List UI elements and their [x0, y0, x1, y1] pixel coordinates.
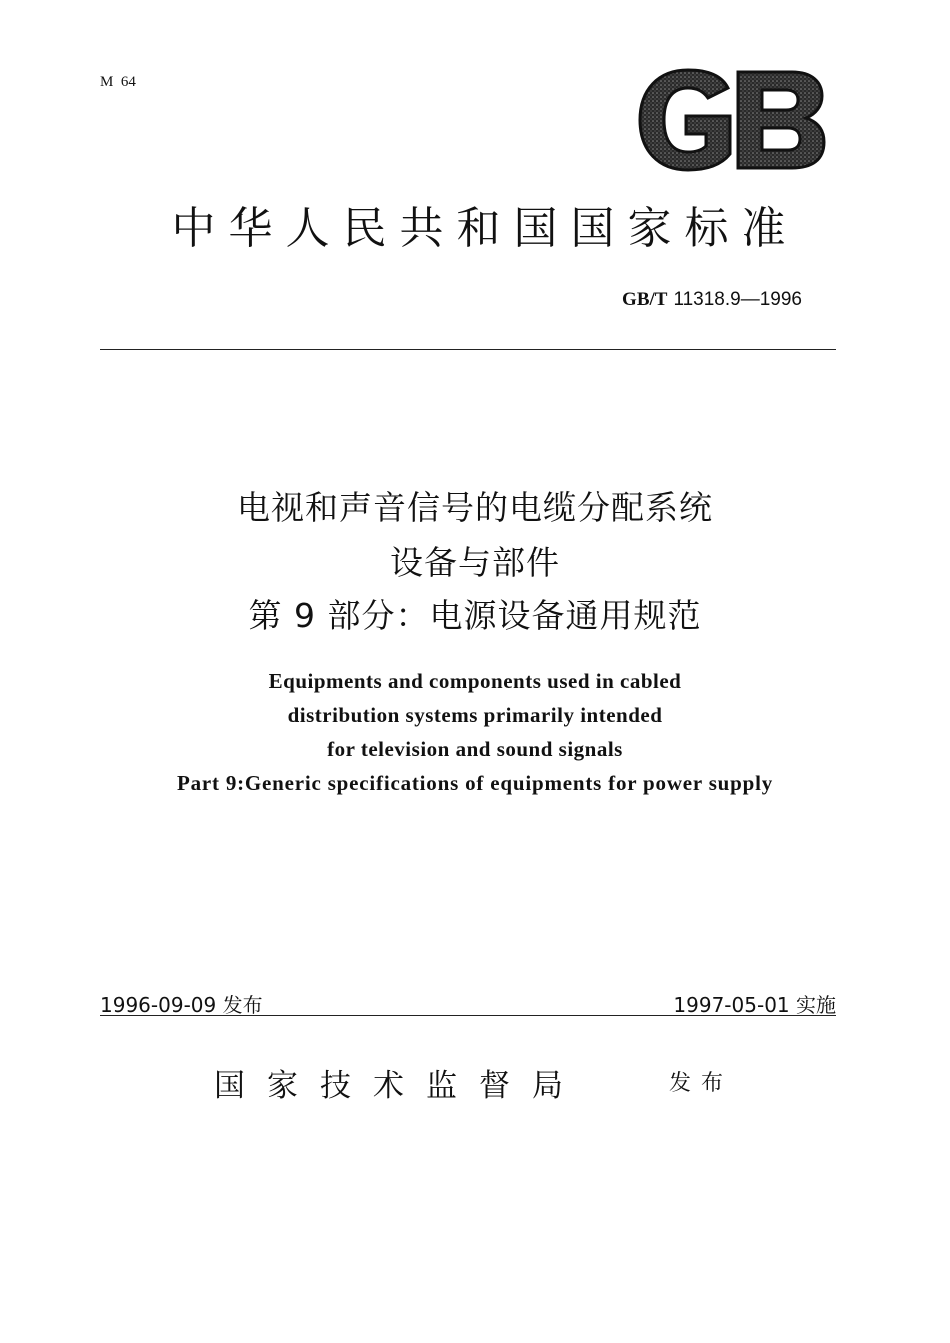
standard-number: [622, 288, 802, 311]
standard-code: 11318.9—1996: [673, 289, 802, 310]
title-cn-line3: 第 9 部分：电源设备通用规范: [248, 596, 702, 635]
title-en-line2: distribution systems primarily intended: [287, 703, 663, 727]
title-cn-line2: 设备与部件: [390, 543, 560, 582]
national-standard-title: 中华人民共和国国家标准: [171, 203, 799, 254]
title-cn-line1: 电视和声音信号的电缆分配系统: [237, 488, 713, 527]
title-en-line3: for television and sound signals: [327, 737, 623, 761]
classification-code: M 64: [100, 74, 136, 90]
title-en-line4: Part 9:Generic specifications of equipments for power supply: [176, 771, 774, 795]
title-en-line1: Equipments and components used in cabled: [268, 669, 682, 693]
issue-date: 1996-09-09 发布: [100, 993, 263, 1017]
bottom-divider: [100, 1015, 836, 1016]
publish-word: 发布: [669, 1071, 734, 1096]
top-divider: [100, 349, 836, 350]
publisher: 国家技术监督局: [214, 1068, 585, 1104]
implementation-date: 1997-05-01 实施: [673, 993, 836, 1017]
gb-logo: [636, 68, 826, 172]
standard-prefix: GB/T: [622, 289, 668, 310]
